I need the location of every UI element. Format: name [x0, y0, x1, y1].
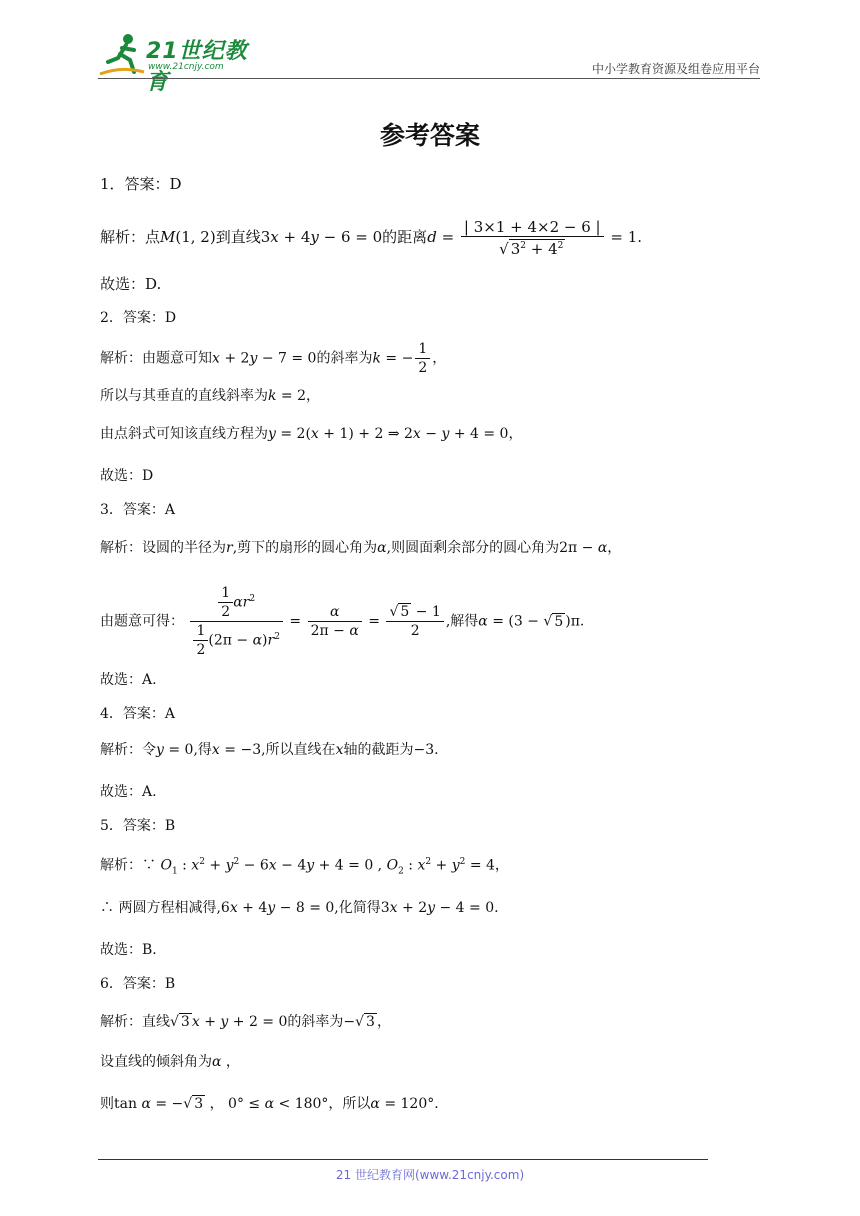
q5-answer: 5．答案：B [100, 818, 176, 834]
q4-conclusion: 故选：A. [100, 784, 157, 800]
q3-line2: 由题意可得： $\frac{1}{2}$ $\alpha r^2$ $\frac{1}{2}$ $(2\pi - \alpha)r^2$ = $\frac{\alpha}{2\pi - \alpha}$ = $\frac{√ 5 - 1}{2}$ ,解得α = (3 − √ 5 )π. [100, 585, 585, 658]
logo-url: www.21cnjy.com [148, 62, 224, 72]
page-header [98, 28, 760, 95]
header-tagline: 中小学教育资源及组卷应用平台 [591, 62, 760, 76]
footer-divider [98, 1159, 708, 1160]
q6-answer: 6．答案：B [100, 976, 176, 992]
q2-line2: 所以与其垂直的直线斜率为k = 2， [100, 388, 321, 404]
q5-line1: 解析：∵ $O_1$ : $x^2 + y^2 - 6x - 4y + 4 = 0$ , $O_2$ : $x^2 + y^2 = 4$， [100, 857, 509, 877]
q1-explanation: 解析：点M(1, 2)到直线3x + 4y − 6 = 0的距离d = $\frac{| 3\times 1 + 4\times 2 - 6 |}{√ 3^2 + 4^2}$ = 1. [100, 218, 643, 258]
logo [98, 32, 268, 95]
q5-conclusion: 故选：B. [100, 942, 157, 958]
q6-line3: 则tan α = −√ 3 ， 0° ≤ α < 180°，所以α = 120°. [100, 1096, 439, 1112]
q2-conclusion: 故选：D [100, 468, 154, 484]
q5-line2: ∴ 两圆方程相减得,6x + 4y − 8 = 0,化简得3x + 2y − 4 = 0. [100, 900, 499, 916]
q4-answer: 4．答案：A [100, 706, 176, 722]
page-title: 参考答案 [379, 121, 480, 150]
logo-text: 21世纪教育 [146, 39, 248, 95]
header-divider [98, 78, 760, 79]
q2-answer: 2．答案：D [100, 310, 177, 326]
q2-line1: 解析：由题意可知x + 2y − 7 = 0的斜率为k = − $\frac{1}{2}$ ， [100, 341, 447, 376]
q3-line1: 解析：设圆的半径为r,剪下的扇形的圆心角为α,则圆面剩余部分的圆心角为2π − α， [100, 540, 622, 556]
q1-conclusion: 故选：D. [100, 275, 162, 293]
q6-line1: 解析：直线√ 3 x + y + 2 = 0的斜率为−√ 3 ， [100, 1014, 391, 1030]
runner-logo-icon [98, 32, 146, 76]
q2-line3: 由点斜式可知该直线方程为y = 2(x + 1) + 2 ⇒ 2x − y + 4 = 0， [100, 426, 523, 442]
q3-answer: 3．答案：A [100, 502, 176, 518]
q4-line1: 解析：令y = 0,得x = −3,所以直线在x轴的截距为−3. [100, 742, 439, 758]
q1-answer: 1．答案：D [100, 175, 182, 193]
q6-line2: 设直线的倾斜角为α ， [100, 1054, 240, 1070]
q3-conclusion: 故选：A. [100, 672, 157, 688]
footer-link[interactable]: 21 世纪教育网(www.21cnjy.com) [335, 1168, 525, 1182]
